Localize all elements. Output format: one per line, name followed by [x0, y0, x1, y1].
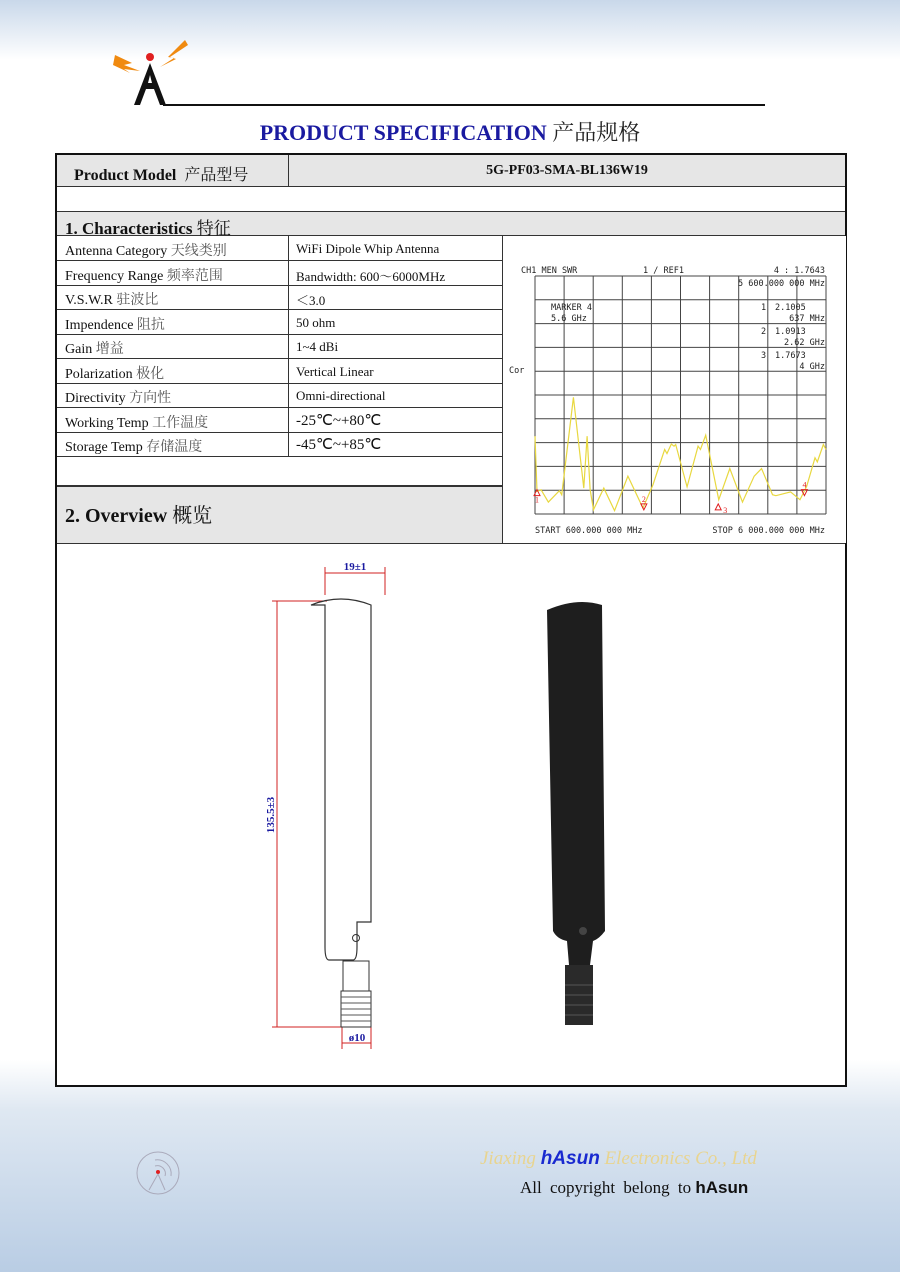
marker-id: 3: [761, 351, 767, 361]
spec-label: V.S.W.R 驻波比: [65, 293, 159, 308]
page-title: PRODUCT SPECIFICATION 产品规格: [259, 120, 641, 145]
model-value: 5G-PF03-SMA-BL136W19: [486, 163, 648, 178]
ref-frequency: 5 600.000 000 MHz: [738, 279, 825, 289]
spec-row: [57, 261, 502, 286]
spec-value: 50 ohm: [296, 314, 336, 330]
spec-value: -45℃~+85℃: [296, 437, 382, 453]
model-row: [57, 155, 845, 187]
spec-row: [57, 432, 502, 457]
characteristics-heading: 1. Characteristics 特征: [57, 212, 845, 236]
spec-row: [57, 236, 502, 261]
spec-label: Directivity 方向性: [65, 391, 172, 406]
antenna-photo: [547, 602, 605, 1025]
marker-value: 1.0913: [775, 327, 806, 337]
spec-value: ＜3.0: [296, 293, 326, 308]
watermark-logo: [135, 1150, 181, 1196]
marker-frequency: 4 GHz: [799, 362, 825, 372]
spec-row: [57, 408, 502, 433]
marker-frequency: 5.6 GHz: [551, 314, 587, 324]
connector-dimension: ø10: [348, 1032, 366, 1044]
marker-number: 4: [802, 480, 807, 490]
length-dimension: 135.5±3: [265, 796, 277, 834]
spec-value: 1~4 dBi: [296, 339, 339, 354]
spec-row: [57, 334, 502, 359]
marker-value: 2.1005: [775, 303, 806, 313]
header-rule: [163, 104, 765, 106]
spec-label: Impendence 阻抗: [65, 317, 165, 333]
spacer-row: [57, 461, 502, 486]
marker-number: 2: [641, 494, 646, 504]
start-frequency: START 600.000 000 MHz: [535, 526, 643, 536]
spec-value: Bandwidth: 600～6000MHz: [296, 268, 446, 284]
spec-row: [57, 285, 502, 310]
spec-label: Working Temp 工作温度: [65, 415, 209, 431]
y-label: Cor: [509, 366, 525, 376]
marker-frequency: 637 MHz: [789, 314, 825, 324]
swr-chart: [502, 236, 846, 543]
marker-frequency: 2.62 GHz: [784, 338, 825, 348]
marker-number: 3: [723, 506, 728, 515]
copyright: All copyright belong to hAsun: [520, 1178, 749, 1197]
marker-value: 1.7673: [775, 351, 806, 361]
marker-id: 1: [761, 303, 767, 313]
company-name: Jiaxing hAsun Electronics Co., Ltd: [480, 1148, 757, 1169]
marker-id: 2: [761, 327, 767, 337]
spec-value: Vertical Linear: [296, 363, 374, 379]
spec-label: Gain 增益: [65, 342, 124, 357]
spec-label: Storage Temp 存储温度: [65, 440, 203, 455]
marker-number: 1: [534, 495, 539, 505]
spec-label: Frequency Range 频率范围: [65, 268, 223, 284]
spec-row: [57, 359, 502, 384]
swr-plot: [503, 236, 846, 543]
ref-readout: 4 : 1.7643: [773, 266, 825, 276]
spec-table: [55, 153, 847, 1087]
spacer-row: [57, 187, 845, 212]
divider: [57, 543, 845, 544]
spec-label: Polarization 极化: [65, 366, 165, 382]
spec-value: WiFi Dipole Whip Antenna: [296, 241, 440, 256]
spec-row: [57, 383, 502, 408]
company-logo: [110, 35, 190, 107]
width-dimension: 19±1: [343, 561, 367, 573]
antenna-drawing: [257, 555, 657, 1075]
spec-row: [57, 310, 502, 335]
marker-3: [715, 504, 721, 510]
overview-heading: 2. Overview 概览: [57, 486, 502, 543]
marker-label: MARKER 4: [551, 303, 592, 313]
chart-title: CH1 MEN SWR: [521, 266, 578, 276]
spec-value: Omni-directional: [296, 388, 386, 403]
stop-frequency: STOP 6 000.000 000 MHz: [712, 526, 825, 536]
spec-value: -25℃~+80℃: [296, 412, 382, 429]
model-label: Product Model 产品型号: [74, 167, 249, 184]
chart-scale: 1 / REF1: [643, 266, 684, 276]
spec-label: Antenna Category 天线类别: [65, 244, 227, 259]
